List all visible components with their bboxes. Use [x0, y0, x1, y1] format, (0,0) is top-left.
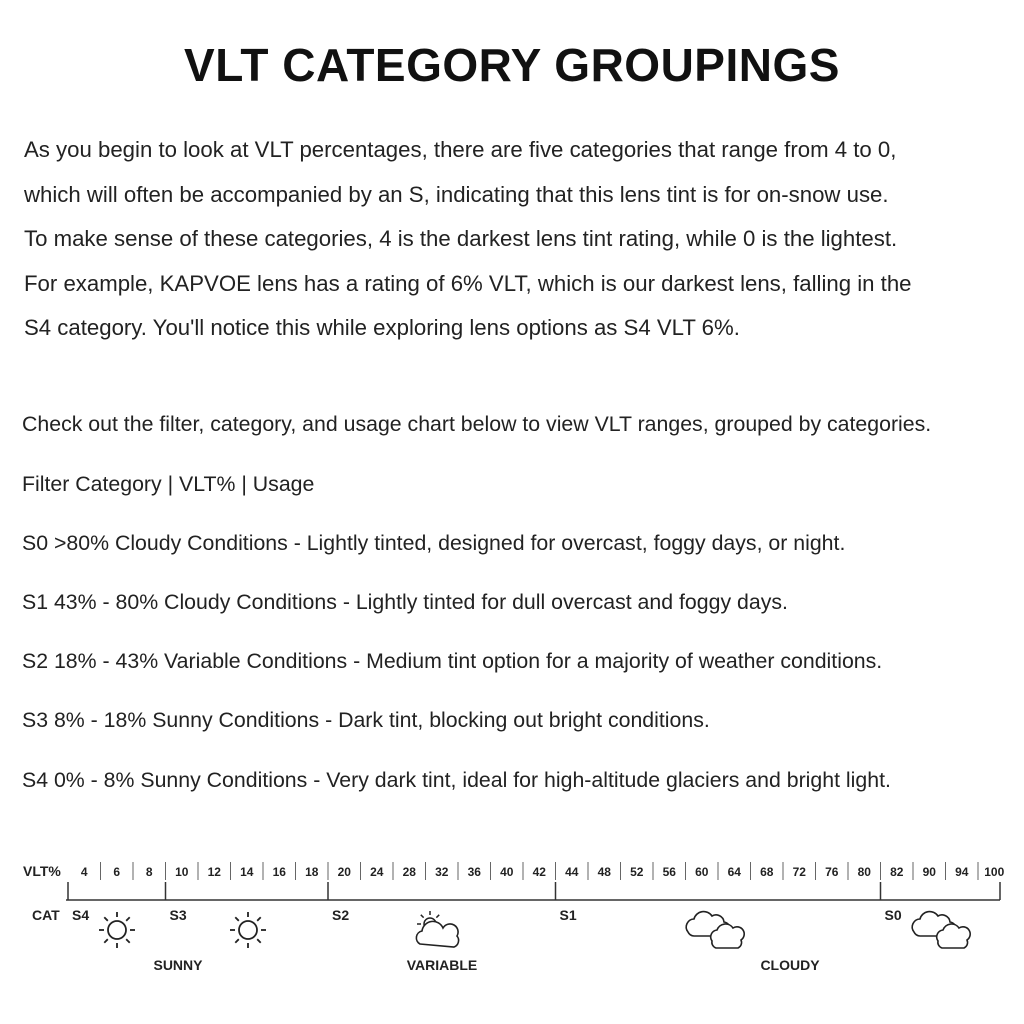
category-label-s2: S2 [332, 907, 350, 923]
vlt-tick-label: 12 [207, 865, 221, 879]
vlt-tick-label: 76 [825, 865, 839, 879]
vlt-tick-label: 52 [630, 865, 644, 879]
cloud-icon [912, 912, 970, 948]
sun-icon [99, 912, 135, 948]
category-label-s0: S0 [884, 907, 902, 923]
vlt-scale-chart [18, 848, 1008, 988]
vlt-tick-label: 20 [337, 865, 351, 879]
cloud-icon [686, 912, 744, 948]
vlt-tick-label: 90 [922, 865, 936, 879]
page-title: VLT CATEGORY GROUPINGS [184, 39, 840, 91]
vlt-tick-label: 94 [955, 865, 969, 879]
category-line-s1: S1 43% - 80% Cloudy Conditions - Lightly tinted for dull overcast and foggy days. [22, 590, 788, 614]
category-line-s0: S0 >80% Cloudy Conditions - Lightly tinted, designed for overcast, foggy days, or night. [22, 531, 846, 555]
vlt-tick-label: 64 [727, 865, 741, 879]
cat-axis-label: CAT [32, 907, 60, 923]
vlt-scale-svg [18, 848, 1008, 988]
category-line-s2: S2 18% - 43% Variable Conditions - Medium tint option for a majority of weather conditions. [22, 649, 883, 673]
vlt-tick-label: 4 [80, 865, 88, 879]
intro-paragraph [24, 128, 1009, 351]
vlt-tick-label: 72 [792, 865, 806, 879]
category-label-s1: S1 [559, 907, 577, 923]
category-label-s3: S3 [169, 907, 187, 923]
vlt-tick-label: 6 [113, 865, 121, 879]
vlt-tick-label: 18 [305, 865, 319, 879]
vlt-tick-label: 82 [890, 865, 904, 879]
vlt-tick-label: 100 [984, 865, 1005, 879]
vlt-tick-label: 40 [500, 865, 514, 879]
vlt-tick-label: 32 [435, 865, 449, 879]
condition-label-sunny: SUNNY [153, 957, 203, 973]
vlt-tick-label: 36 [467, 865, 481, 879]
vlt-tick-label: 28 [402, 865, 416, 879]
vlt-tick-label: 56 [662, 865, 676, 879]
sun-icon [230, 912, 266, 948]
vlt-tick-label: 68 [760, 865, 774, 879]
vlt-tick-label: 80 [857, 865, 871, 879]
vlt-tick-label: 24 [370, 865, 384, 879]
vlt-axis-label: VLT% [23, 863, 61, 879]
vlt-tick-label: 14 [240, 865, 254, 879]
intro-line: To make sense of these categories, 4 is the darkest lens tint rating, while 0 is the lightest. [24, 226, 898, 251]
vlt-tick-label: 8 [145, 865, 153, 879]
condition-label-cloudy: CLOUDY [760, 957, 820, 973]
vlt-tick-label: 60 [695, 865, 709, 879]
category-line-s4: S4 0% - 8% Sunny Conditions - Very dark tint, ideal for high-altitude glaciers and bright light. [22, 768, 891, 792]
partly-cloudy-icon [416, 911, 458, 947]
category-label-s4: S4 [72, 907, 90, 923]
intro-line: which will often be accompanied by an S, indicating that this lens tint is for on-snow use. [24, 181, 889, 207]
intro-line: S4 category. You'll notice this while exploring lens options as S4 VLT 6%. [24, 315, 740, 340]
intro-line: For example, KAPVOE lens has a rating of 6% VLT, which is our darkest lens, falling in the [24, 270, 912, 296]
vlt-tick-label: 44 [565, 865, 579, 879]
category-line-s3: S3 8% - 18% Sunny Conditions - Dark tint, blocking out bright conditions. [22, 708, 710, 732]
vlt-tick-label: 42 [532, 865, 546, 879]
table-header: Filter Category | VLT% | Usage [22, 472, 315, 496]
vlt-tick-label: 48 [597, 865, 611, 879]
intro-line: As you begin to look at VLT percentages, there are five categories that range from 4 to 0, [24, 137, 897, 162]
chart-intro-text: Check out the filter, category, and usage chart below to view VLT ranges, grouped by categories. [22, 412, 932, 436]
vlt-tick-label: 10 [175, 865, 189, 879]
condition-label-variable: VARIABLE [406, 957, 478, 973]
vlt-tick-label: 16 [272, 865, 286, 879]
